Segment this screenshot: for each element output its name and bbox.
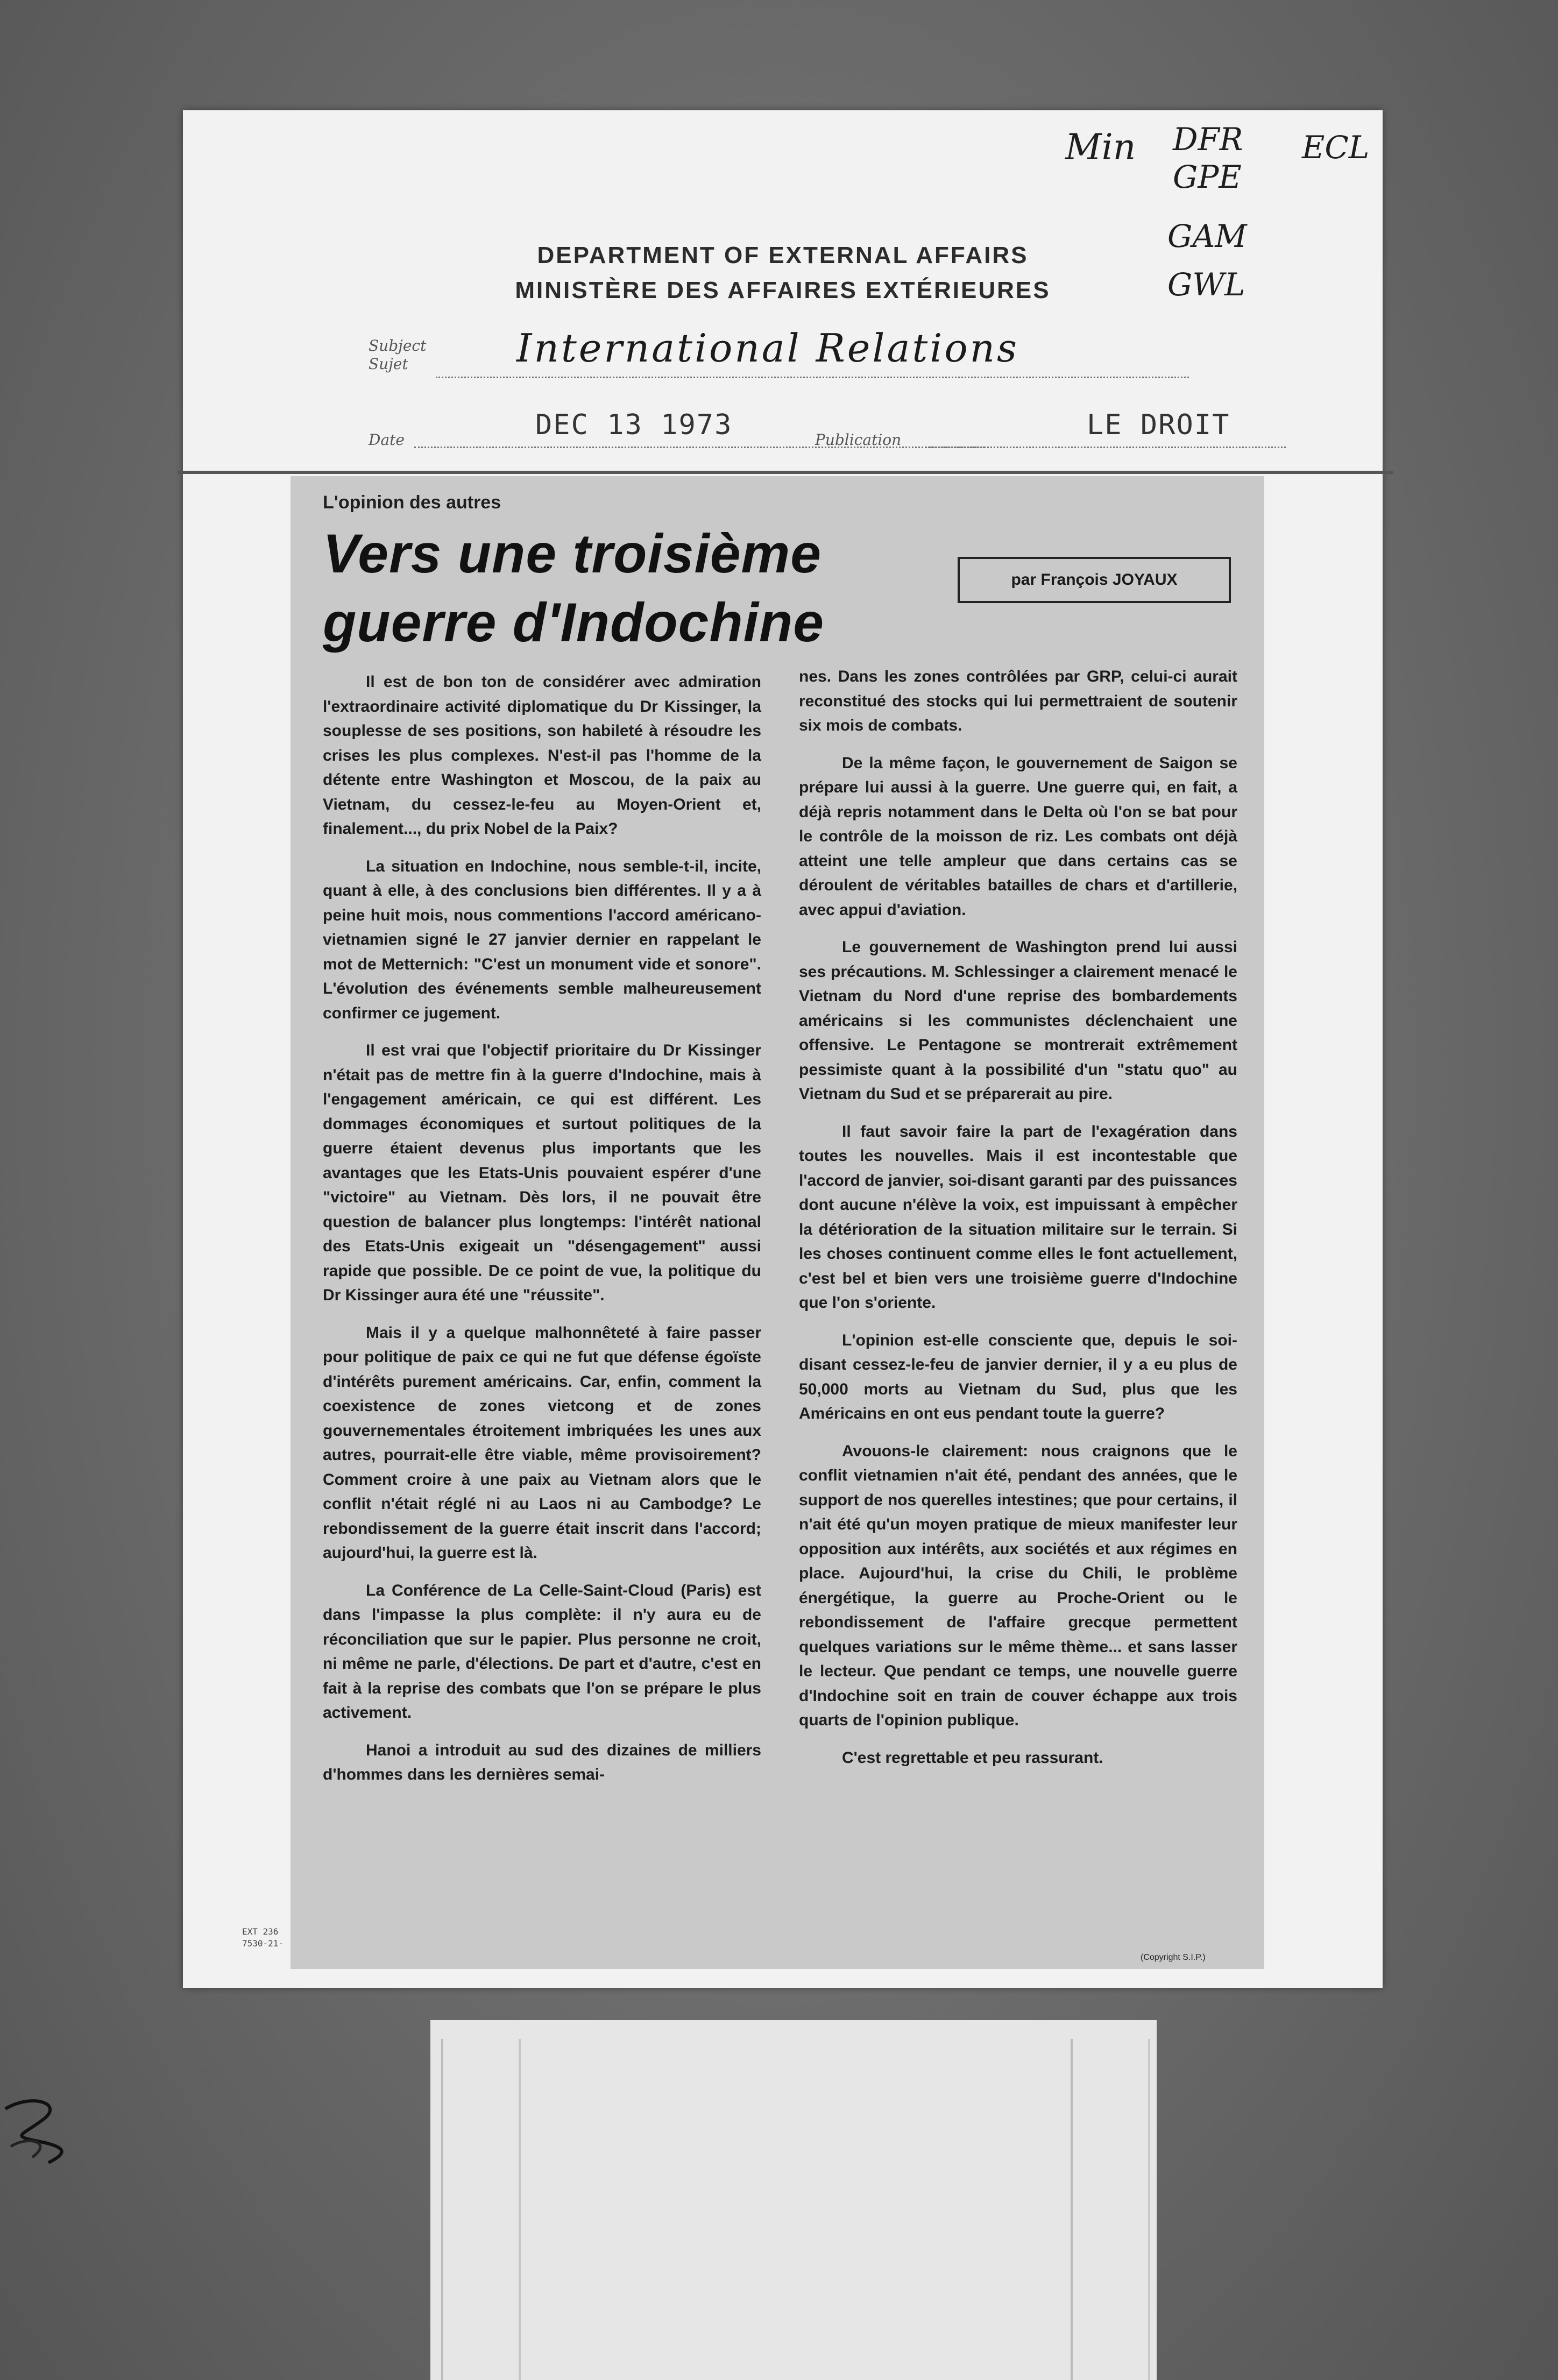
article-headline [323,519,915,657]
subject-dotted-line [436,377,1189,378]
article-paragraph: L'opinion est-elle consciente que, depuis le soi-disant cessez-le-feu de janvier dernier, il y a eu plus de 50,000 morts au Vietnam du Sud, plus que les Américains en ont eus pendant toute la guerre? [799,1331,1237,1422]
article-column-left [323,670,761,1800]
subject-label-en: Subject [369,337,427,355]
annotation-gpe: GPE [1173,159,1242,195]
publication-dotted-line [925,447,1286,448]
envelope-edge-left [441,2039,521,2380]
subject-value: International Relations [516,325,1019,371]
publication-label: Publication [815,431,902,449]
newspaper-clipping [291,476,1264,1969]
annotation-gam: GAM [1167,218,1247,254]
annotation-dfr: DFR [1173,121,1243,158]
article-paragraph: Il est vrai que l'objectif prioritaire du Dr Kissinger n'était pas de mettre fin à la guerre d'Indochine, mais à l'engagement américain, ce qui est différent. Les dommages économiques et surtout politiques de la guerre étaient devenus plus importants que les avantages que les Etats-Unis pouvaient espérer d'une "victoire" au Vietnam. Dès lors, il ne pouvait être question de balancer plus longtemps: l'intérêt national des Etats-Unis exigeait un "désengagement" aussi rapide que possible. De ce point de vue, la politique du Dr Kissinger aura été une "réussite". [323,1042,761,1304]
article-paragraph: Le gouvernement de Washington prend lui aussi ses précautions. M. Schlessinger a clairement menacé le Vietnam du Nord d'une reprise des bombardements américains si les communistes déclenchaient une offensive. Le Pentagone se montrerait extrêmement pessimiste quant à la possibilité d'un "statu quo" au Vietnam du Sud et se préparerait au pire. [799,938,1237,1103]
article-paragraph: Il faut savoir faire la part de l'exagération dans toutes les nouvelles. Mais il est incontestable que l'accord de janvier, soi-disant garanti par des puissances dont aucune n'élève la voix, est impuissant à empêcher la détérioration de la situation militaire sur le terrain. Si les choses continuent comme elles le font actuellement, c'est bel et bien vers une troisième guerre d'Indochine que l'on s'oriente. [799,1122,1237,1312]
form-code [242,1926,284,1950]
article-byline: par François JOYAUX [958,557,1231,603]
article-paragraph: Mais il y a quelque malhonnêteté à faire passer pour politique de paix ce qui ne fut que défense égoïste d'intérêts purement américains. Car, enfin, comment la coexistence de zones vietcong et de zones gouvernementales étroitement imbriquées les unes aux autres, pourrait-elle être viable, même provisoirement? Comment croire à une paix au Vietnam alors que le conflit n'était réglé ni au Laos ni au Cambodge? Le rebondissement de la guerre était inscrit dans l'accord; aujourd'hui, la guerre est là. [323,1323,761,1562]
date-label: Date [369,431,405,449]
article-paragraph: Il est de bon ton de considérer avec admiration l'extraordinaire activité diplomatique du Dr Kissinger, la souplesse de ses positions, son habileté à résoudre les crises les plus complexes. N'est-il pas l'homme de la détente entre Washington et Moscou, de la paix au Vietnam, du cessez-le-feu au Moyen-Orient et, finalement..., du prix Nobel de la Paix? [323,673,761,838]
form-code-line-1: EXT 236 [242,1926,279,1937]
article-paragraph: nes. Dans les zones contrôlées par GRP, celui-ci aurait reconstitué des stocks qui lui permettraient de soutenir six mois de combats. [799,668,1237,734]
article-paragraph: De la même façon, le gouvernement de Saigon se prépare lui aussi à la guerre. Une guerre qui, en fait, a déjà repris notamment dans le Delta où l'on se bat pour le contrôle de la moisson de riz. Les combats ont déjà atteint une telle ampleur que dans certains cas se déroulent de véritables batailles de chars et d'artillerie, avec appui d'aviation. [799,754,1237,919]
header-rule [178,471,1393,474]
article-paragraph: Hanoi a introduit au sud des dizaines de milliers d'hommes dans les dernières semai- [323,1741,761,1783]
department-name-french: MINISTÈRE DES AFFAIRES EXTÉRIEURES [515,277,1051,303]
subject-label-fr: Sujet [369,355,408,373]
annotation-gwl: GWL [1167,266,1245,303]
article-paragraph: La situation en Indochine, nous semble-t-il, incite, quant à elle, à des conclusions bien différentes. Il y a à peine huit mois, nous commentions l'accord américano-vietnamien signé le 27 janvier dernier en rappelant le mot de Metternich: "C'est un monument vide et sonore". L'évolution des événements semble malheureusement confirmer ce jugement. [323,857,761,1022]
annotation-ecl: ECL [1302,129,1370,166]
annotation-min: Min [1065,126,1136,168]
article-paragraph: C'est regrettable et peu rassurant. [842,1748,1103,1767]
copyright-note: (Copyright S.I.P.) [1141,1953,1206,1962]
headline-line-2: guerre d'Indochine [323,592,825,653]
department-name-english: DEPARTMENT OF EXTERNAL AFFAIRS [537,242,1029,268]
envelope-edge-right [1071,2039,1150,2380]
date-stamp: DEC 13 1973 [535,409,733,441]
article-paragraph: La Conférence de La Celle-Saint-Cloud (Paris) est dans l'impasse la plus complète: il n'y aura eu de réconciliation que sur le papier. Plus personne ne croit, ni même ne parle, d'élections. De part et d'autre, c'est en fait à la reprise des combats que l'on se prépare le plus activement. [323,1581,761,1722]
envelope [430,2020,1157,2380]
headline-line-1: Vers une troisième [323,523,822,584]
form-code-line-2: 7530-21- [242,1938,284,1949]
article-kicker: L'opinion des autres [323,492,501,513]
scribble-mark [0,2087,81,2173]
article-paragraph: Avouons-le clairement: nous craignons que le conflit vietnamien n'ait été, pendant des années, que le support de nos querelles intestines; que pour certains, il n'ait été qu'un moyen pratique de mieux manifester leur opposition aux intérêts, aux sociétés et aux régimes en place. Aujourd'hui, la crise du Chili, le problème énergétique, la guerre au Proche-Orient ou le rebondissement de l'affaire grecque permettent quelques variations sur le même thème... et sans lasser le lecteur. Que pendant ce temps, une nouvelle guerre d'Indochine soit en train de couver échappe aux trois quarts de l'opinion publique. [799,1442,1237,1729]
publication-stamp: LE DROIT [1087,409,1230,441]
article-column-right [799,664,1237,1783]
